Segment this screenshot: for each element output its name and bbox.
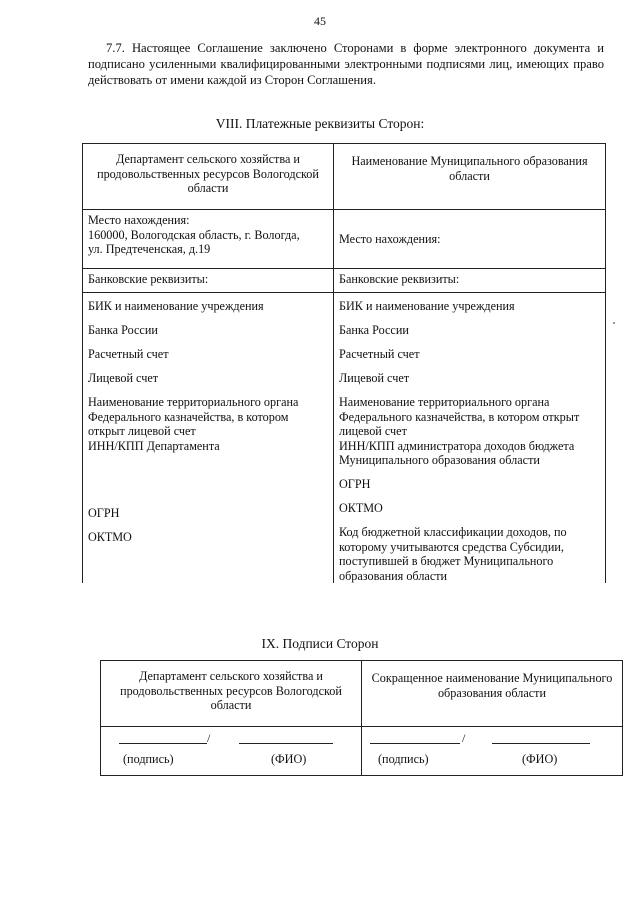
left-bik: БИК и наименование учреждения <box>88 299 264 313</box>
left-treasury-body: Наименование территориального органа Федерального казначейства, в котором открыт лицевой счет ИНН/КПП Департамента <box>88 395 299 453</box>
right-details-cell <box>334 293 606 584</box>
right-bank-label: Банковские реквизиты: <box>334 269 606 293</box>
right-settlement-account: Расчетный счет <box>339 347 420 361</box>
right-treasury-body: Наименование территориального органа Федерального казначейства, в котором открыт лицевой счет ИНН/КПП администратора доходов бюджета Муниципального образования области <box>339 395 580 467</box>
right-slash: / <box>462 731 466 745</box>
right-ogrn: ОГРН <box>339 477 371 491</box>
left-location-address: 160000, Вологодская область, г. Вологда, <box>88 227 300 242</box>
intro-paragraph: 7.7. Настоящее Соглашение заключено Сторонами в форме электронного документа и подписано усиленными квалифицированными электронными подписями лиц, имеющих право действовать от имени каждой из Сторон Соглашения. <box>88 41 604 87</box>
left-ogrn: ОГРН <box>88 506 120 520</box>
section-8-title: VIII. Платежные реквизиты Сторон: <box>215 116 425 131</box>
left-spacer <box>88 463 328 497</box>
left-name-line <box>239 743 333 744</box>
sig-right-header: Сокращенное наименование Муниципального образования области <box>362 661 623 727</box>
scan-speck <box>613 322 615 324</box>
right-personal-account: Лицевой счет <box>339 371 410 385</box>
left-bank-of-russia: Банка России <box>88 323 158 337</box>
section-9-title: IX. Подписи Сторон <box>261 636 379 651</box>
right-bik: БИК и наименование учреждения <box>339 299 515 313</box>
left-settlement-account: Расчетный счет <box>88 347 169 361</box>
payment-details-table <box>82 143 606 583</box>
page-number: 45 <box>314 14 326 28</box>
left-party-header: Департамент сельского хозяйства и продовольственных ресурсов Вологодской области <box>83 144 334 210</box>
right-name-caption: (ФИО) <box>522 752 558 766</box>
right-budget-code: Код бюджетной классификации доходов, по которому учитываются средства Субсидии, поступившей в бюджет Муниципального образования области <box>339 525 567 583</box>
left-signature-caption: (подпись) <box>123 752 174 766</box>
sig-left-header: Департамент сельского хозяйства и продовольственных ресурсов Вологодской области <box>101 661 362 727</box>
sig-right-cell <box>362 727 623 776</box>
left-name-caption: (ФИО) <box>271 752 307 766</box>
right-oktmo: ОКТМО <box>339 501 383 515</box>
sig-left-cell <box>101 727 362 776</box>
left-personal-account: Лицевой счет <box>88 371 159 385</box>
left-location-label: Место нахождения: <box>88 213 190 227</box>
right-name-line <box>492 743 590 744</box>
left-location-cell <box>83 210 334 269</box>
left-location-street: ул. Предтеченская, д.19 <box>88 242 211 256</box>
left-signature-line <box>119 743 207 744</box>
left-details-cell <box>83 293 334 584</box>
left-oktmo: ОКТМО <box>88 530 132 544</box>
left-bank-label: Банковские реквизиты: <box>83 269 334 293</box>
signatures-table <box>100 660 623 776</box>
right-signature-line <box>370 743 460 744</box>
right-party-header: Наименование Муниципального образования области <box>334 144 606 210</box>
left-slash: / <box>207 731 211 745</box>
right-signature-caption: (подпись) <box>378 752 429 766</box>
right-location-cell: Место нахождения: <box>334 210 606 269</box>
right-bank-of-russia: Банка России <box>339 323 409 337</box>
